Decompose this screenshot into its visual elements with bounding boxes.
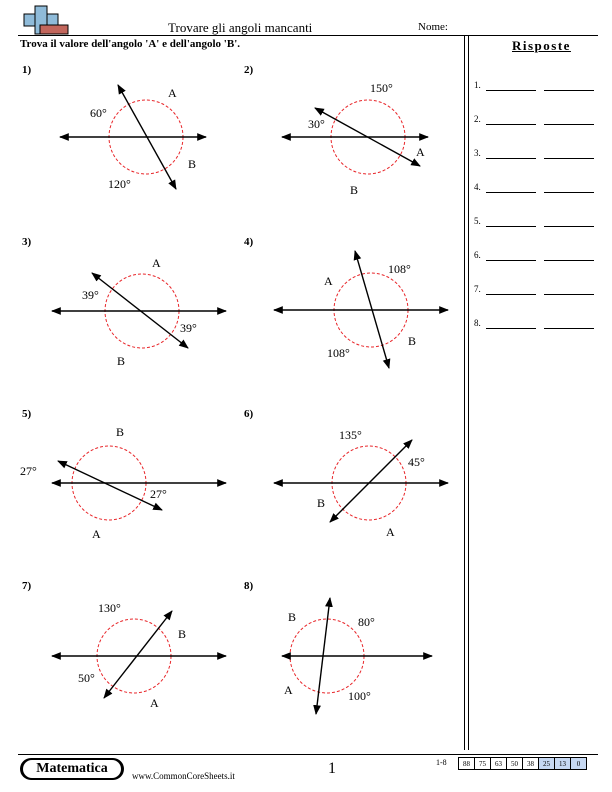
transversal-line	[104, 611, 172, 698]
answer-blank-b[interactable]	[544, 192, 594, 193]
logo-icon	[18, 4, 70, 36]
angle-label-1: 130°	[98, 601, 121, 615]
brand-badge	[20, 758, 124, 780]
answer-number: 6.	[474, 250, 481, 260]
angle-label-1: 80°	[358, 615, 375, 629]
answer-blank-b[interactable]	[544, 90, 594, 91]
angle-label-2: 120°	[108, 177, 131, 191]
answer-blank-a[interactable]	[486, 124, 536, 125]
angle-diagram-4	[252, 242, 452, 382]
angle-diagram-6	[252, 414, 452, 554]
angle-label-2: 50°	[78, 671, 95, 685]
angle-diagram-2	[252, 70, 452, 210]
angle-label-b: B	[188, 157, 197, 171]
name-label: Nome:	[418, 21, 448, 33]
answers-title: Risposte	[512, 38, 571, 53]
brand-label: Matematica	[23, 760, 121, 778]
score-range-label: 1-8	[436, 758, 447, 767]
angle-label-a: A	[284, 683, 293, 697]
angle-label-a: A	[152, 256, 161, 270]
answer-number: 8.	[474, 318, 481, 328]
angle-label-a: A	[150, 696, 159, 710]
answer-number: 7.	[474, 284, 481, 294]
angle-diagram-1	[30, 70, 230, 210]
transversal-line	[330, 440, 412, 522]
footer-divider	[18, 754, 598, 755]
angle-label-b: B	[288, 610, 297, 624]
angle-label-2: 27°	[150, 487, 167, 501]
answer-number: 4.	[474, 182, 481, 192]
answer-blank-a[interactable]	[486, 294, 536, 295]
answer-blank-b[interactable]	[544, 158, 594, 159]
angle-label-2: 30°	[308, 117, 325, 131]
problem-number-3: 3)	[22, 236, 32, 248]
site-url: www.CommonCoreSheets.it	[132, 771, 235, 781]
angle-label-2: 39°	[180, 321, 197, 335]
answer-blank-b[interactable]	[544, 124, 594, 125]
score-cell: 75	[474, 757, 491, 770]
angle-label-a: A	[168, 86, 177, 100]
angle-label-1: 60°	[90, 106, 107, 120]
problem-number-4: 4)	[244, 236, 254, 248]
angle-label-1: 39°	[82, 288, 99, 302]
page-number: 1	[328, 760, 336, 777]
angle-label-a: A	[92, 527, 101, 541]
angle-label-b: B	[408, 334, 417, 348]
answer-blank-a[interactable]	[486, 226, 536, 227]
angle-diagram-8	[252, 586, 452, 726]
angle-label-b: B	[117, 354, 126, 368]
problem-number-6: 6)	[244, 408, 254, 420]
score-cell: 0	[570, 757, 587, 770]
angle-diagram-7	[30, 586, 230, 726]
answer-blank-b[interactable]	[544, 226, 594, 227]
problem-number-1: 1)	[22, 64, 32, 76]
answer-blank-a[interactable]	[486, 192, 536, 193]
angle-label-2: 100°	[348, 689, 371, 703]
angle-label-a: A	[416, 145, 425, 159]
answer-number: 5.	[474, 216, 481, 226]
angle-label-b: B	[178, 627, 187, 641]
answer-number: 3.	[474, 148, 481, 158]
score-table	[458, 757, 586, 770]
score-cell: 63	[490, 757, 507, 770]
angle-label-1: 135°	[339, 428, 362, 442]
score-cell: 38	[522, 757, 539, 770]
angle-label-b: B	[116, 425, 125, 439]
header-divider	[18, 35, 598, 36]
angle-label-a: A	[386, 525, 395, 539]
worksheet-title: Trovare gli angoli mancanti	[168, 20, 313, 35]
column-divider-left	[464, 36, 465, 750]
angle-label-1: 27°	[20, 464, 37, 478]
score-cell: 50	[506, 757, 523, 770]
answer-blank-a[interactable]	[486, 158, 536, 159]
answer-blank-b[interactable]	[544, 328, 594, 329]
answer-blank-b[interactable]	[544, 294, 594, 295]
angle-label-1: 150°	[370, 81, 393, 95]
angle-diagram-3	[30, 242, 230, 382]
score-cell: 25	[538, 757, 555, 770]
angle-label-1: 108°	[388, 262, 411, 276]
score-cell: 88	[458, 757, 475, 770]
angle-label-a: A	[324, 274, 333, 288]
answer-number: 1.	[474, 80, 481, 90]
score-cell: 13	[554, 757, 571, 770]
angle-diagram-5	[20, 414, 230, 554]
answer-blank-a[interactable]	[486, 328, 536, 329]
answer-blank-a[interactable]	[486, 90, 536, 91]
problem-number-8: 8)	[244, 580, 254, 592]
instruction-text: Trova il valore dell'angolo 'A' e dell'angolo 'B'.	[20, 38, 241, 50]
answer-number: 2.	[474, 114, 481, 124]
angle-label-b: B	[317, 496, 326, 510]
angle-label-b: B	[350, 183, 359, 197]
answer-blank-a[interactable]	[486, 260, 536, 261]
problem-number-5: 5)	[22, 408, 32, 420]
problem-number-7: 7)	[22, 580, 32, 592]
answer-blank-b[interactable]	[544, 260, 594, 261]
angle-label-2: 45°	[408, 455, 425, 469]
column-divider-right	[468, 36, 469, 750]
angle-label-2: 108°	[327, 346, 350, 360]
problem-number-2: 2)	[244, 64, 254, 76]
